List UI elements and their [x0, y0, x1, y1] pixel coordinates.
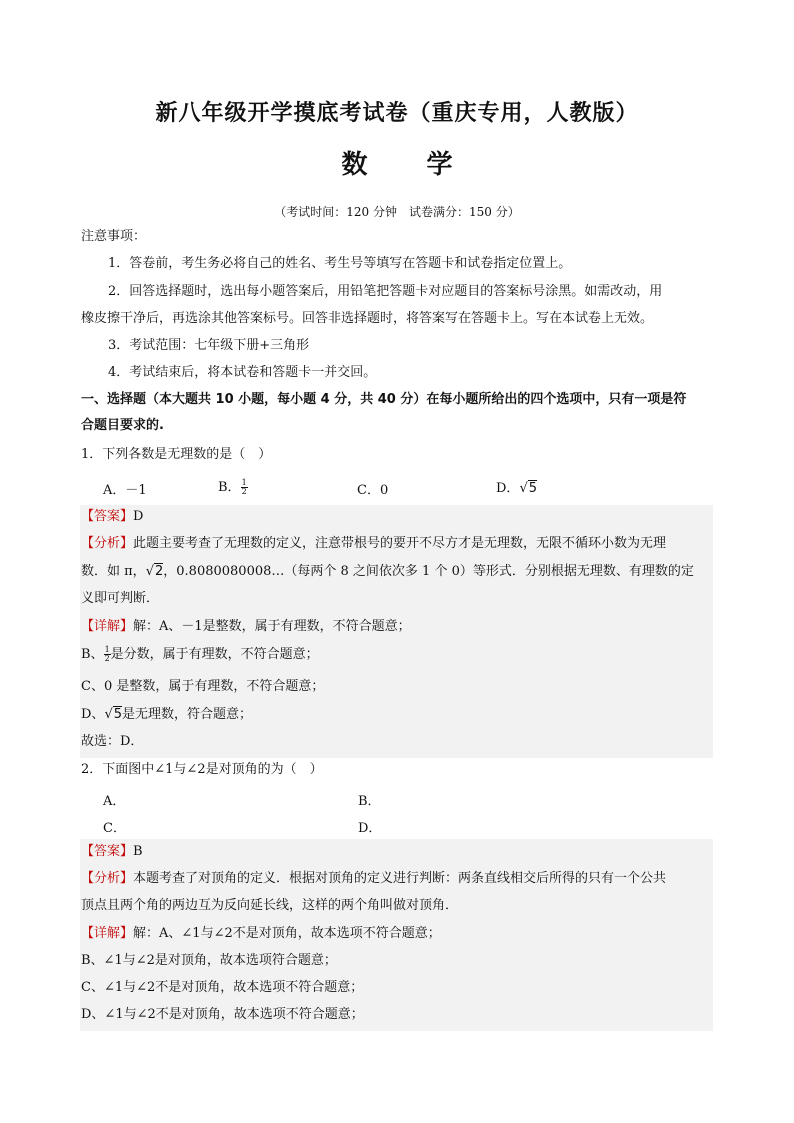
- detail-d-label: D、: [81, 707, 105, 722]
- sqrt-symbol: √2: [145, 564, 164, 579]
- q1-option-b-fraction: [241, 479, 248, 496]
- q1-detail-c: C、0 是整数，属于有理数，不符合题意；: [81, 679, 325, 694]
- sqrt-symbol: √5: [104, 707, 123, 722]
- detail-tag: 【详解】: [81, 926, 134, 941]
- fraction-numerator: 1: [241, 478, 247, 487]
- q1-option-d: [496, 477, 537, 496]
- q1-choose: 故选：D．: [81, 734, 144, 749]
- q2-detail-d: D、∠1与∠2不是对顶角，故本选项不符合题意；: [81, 1007, 364, 1022]
- section-heading-cont: 合题目要求的.: [81, 418, 164, 433]
- analysis-text-a: 数．如 π，: [81, 564, 146, 579]
- answer-value: B: [133, 844, 143, 859]
- q1-option-d-label: D．: [496, 481, 520, 496]
- answer-tag: 【答案】: [81, 509, 134, 524]
- section-heading: 一、选择题（本大题共 10 小题，每小题 4 分，共 40 分）在每小题所给出的四个选项中，只有一项是符: [81, 392, 687, 407]
- note-item-2: 2．回答选择题时，选出每小题答案后，用铅笔把答题卡对应题目的答案标号涂黑。如需改动，用: [108, 284, 663, 299]
- q1-option-b-label: B．: [218, 480, 241, 495]
- q1-analysis-cont: [81, 563, 694, 581]
- q2-analysis-cont: 顶点且两个角的两边互为反向延长线，这样的两个角叫做对顶角．: [81, 898, 459, 913]
- q2-answer: [81, 843, 143, 861]
- q2-option-d: D．: [358, 821, 382, 836]
- q2-detail: [81, 925, 441, 943]
- exam-info: （考试时间：120 分钟 试卷满分：150 分）: [274, 205, 520, 219]
- q1-option-a: A．－1: [103, 483, 147, 498]
- q1-option-c: C．0: [357, 483, 389, 498]
- q2-detail-b: B、∠1与∠2是对顶角，故本选项符合题意；: [81, 953, 337, 968]
- answer-tag: 【答案】: [81, 844, 134, 859]
- fraction-denominator: 2: [241, 487, 247, 496]
- q1-detail-d: [81, 706, 252, 724]
- detail-text: 解：A、－1是整数，属于有理数，不符合题意；: [133, 619, 411, 634]
- q1-detail: [81, 618, 411, 636]
- detail-b-text: 是分数，属于有理数，不符合题意；: [110, 647, 319, 662]
- q2-option-a: A．: [103, 794, 126, 809]
- q2-analysis: [81, 870, 666, 888]
- analysis-tag: 【分析】: [81, 871, 134, 886]
- analysis-text: 此题主要考查了无理数的定义，注意带根号的要开不尽方才是无理数，无限不循环小数为无理: [133, 536, 667, 551]
- detail-d-text: 是无理数，符合题意；: [122, 707, 253, 722]
- sqrt-radicand: 5: [113, 707, 123, 722]
- note-item-1: 1．答卷前，考生务必将自己的姓名、考生号等填写在答题卡和试卷指定位置上。: [108, 256, 572, 271]
- detail-tag: 【详解】: [81, 619, 134, 634]
- question-2-stem: 2．下面图中∠1与∠2是对顶角的为（ ）: [81, 762, 323, 777]
- subject-title: 数 学: [341, 150, 453, 180]
- question-1-stem: 1．下列各数是无理数的是（ ）: [81, 447, 272, 462]
- page-title: 新八年级开学摸底考试卷（重庆专用，人教版）: [155, 101, 639, 126]
- detail-text: 解：A、∠1与∠2不是对顶角，故本选项不符合题意；: [133, 926, 441, 941]
- q2-detail-c: C、∠1与∠2不是对顶角，故本选项不符合题意；: [81, 980, 364, 995]
- q1-analysis: [81, 535, 666, 553]
- fraction-numerator: 1: [104, 645, 110, 654]
- sqrt-radicand: 2: [154, 564, 164, 579]
- sqrt-radicand: 5: [528, 481, 538, 496]
- detail-b-label: B、: [81, 647, 104, 662]
- note-item-2-cont: 橡皮擦干净后，再选涂其他答案标号。回答非选择题时，将答案写在答题卡上。写在本试卷上无效。: [81, 311, 654, 326]
- analysis-text: 本题考查了对顶角的定义．根据对顶角的定义进行判断：两条直线相交后所得的只有一个公共: [133, 871, 667, 886]
- sqrt-symbol: √5: [519, 481, 538, 496]
- detail-b-fraction: [104, 646, 111, 663]
- fraction-denominator: 2: [104, 654, 110, 663]
- note-item-3: 3．考试范围：七年级下册+三角形: [108, 338, 310, 353]
- q1-answer: [81, 508, 143, 526]
- q2-option-c: C．: [103, 821, 126, 836]
- q1-detail-b: [81, 646, 319, 664]
- notes-heading: 注意事项：: [81, 229, 147, 244]
- q1-option-b: [218, 476, 248, 496]
- q2-option-b: B．: [358, 794, 381, 809]
- note-item-4: 4．考试结束后，将本试卷和答题卡一并交回。: [108, 365, 377, 380]
- analysis-tag: 【分析】: [81, 536, 134, 551]
- analysis-text-b: ，0.8080080008…（每两个 8 之间依次多 1 个 0）等形式．分别根据无理数、有理数的定: [163, 564, 694, 579]
- answer-value: D: [133, 509, 144, 524]
- q1-analysis-end: 义即可判断．: [81, 591, 160, 606]
